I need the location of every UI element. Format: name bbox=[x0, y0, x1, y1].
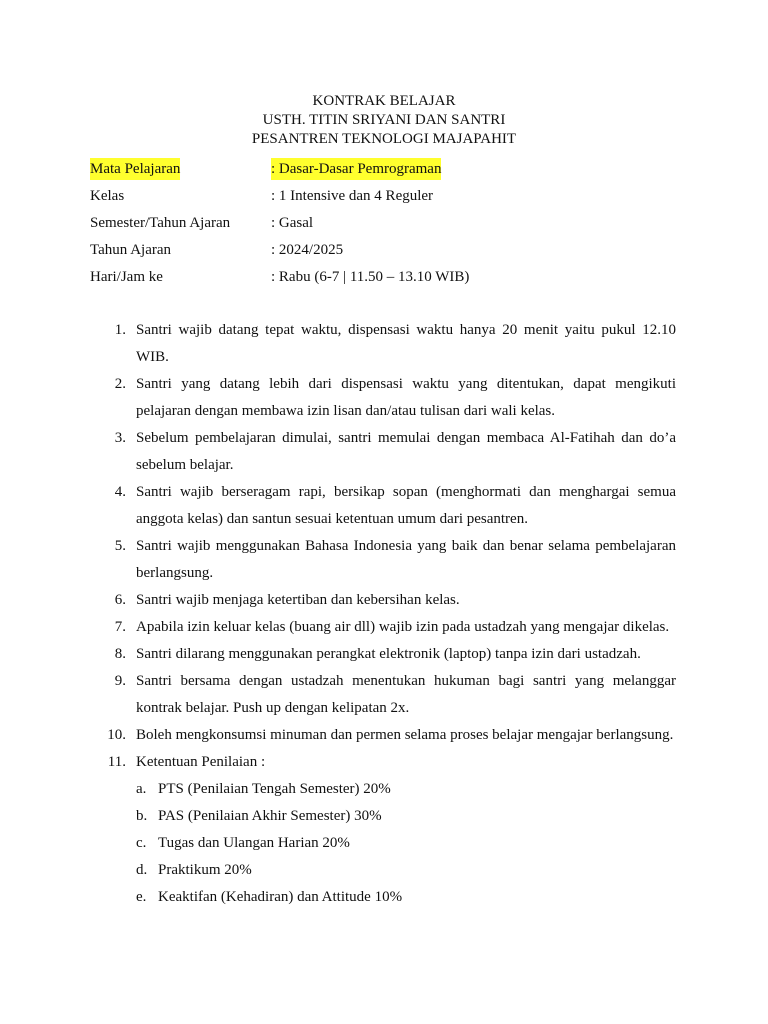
list-item bbox=[100, 533, 676, 587]
list-text: Santri yang datang lebih dari dispensasi waktu yang ditentukan, dapat mengikuti pelajaran dengan membawa izin lisan dan/atau tulisan dari wali kelas. bbox=[136, 376, 676, 419]
list-number: 4. bbox=[114, 484, 126, 500]
info-value: : Rabu (6-7 | 11.50 – 13.10 WIB) bbox=[271, 269, 470, 285]
grading-item bbox=[136, 830, 676, 857]
list-number: 5. bbox=[114, 538, 126, 554]
info-value: : 2024/2025 bbox=[271, 242, 344, 258]
list-text: Santri wajib berseragam rapi, bersikap sopan (menghormati dan menghargai semua anggota kelas) dan santun sesuai ketentuan umum dari pesantren. bbox=[136, 484, 676, 527]
grading-letter: a. bbox=[136, 781, 147, 797]
grading-text: PTS (Penilaian Tengah Semester) 20% bbox=[158, 781, 391, 797]
grading-letter: e. bbox=[136, 889, 147, 905]
title-line-1: KONTRAK BELAJAR bbox=[312, 93, 456, 109]
list-text: Sebelum pembelajaran dimulai, santri memulai dengan membaca Al-Fatihah dan do’a sebelum belajar. bbox=[136, 430, 676, 473]
list-item bbox=[100, 425, 676, 479]
grading-item bbox=[136, 803, 676, 830]
list-item bbox=[100, 317, 676, 371]
rules-list bbox=[100, 317, 676, 911]
grading-text: Tugas dan Ulangan Harian 20% bbox=[158, 835, 350, 851]
list-number: 6. bbox=[114, 592, 126, 608]
list-number: 7. bbox=[114, 619, 126, 635]
list-text: Ketentuan Penilaian : bbox=[136, 754, 266, 770]
grading-text: PAS (Penilaian Akhir Semester) 30% bbox=[158, 808, 382, 824]
list-item bbox=[100, 722, 676, 749]
list-text: Apabila izin keluar kelas (buang air dll) wajib izin pada ustadzah yang mengajar dikelas. bbox=[136, 619, 670, 635]
title-line-2: USTH. TITIN SRIYANI DAN SANTRI bbox=[262, 112, 506, 128]
info-value: : 1 Intensive dan 4 Reguler bbox=[271, 188, 434, 204]
grading-item bbox=[136, 857, 676, 884]
list-item bbox=[100, 641, 676, 668]
list-number: 9. bbox=[114, 673, 126, 689]
list-text: Boleh mengkonsumsi minuman dan permen selama proses belajar mengajar berlangsung. bbox=[136, 727, 674, 743]
list-item bbox=[100, 587, 676, 614]
info-row-class bbox=[90, 185, 690, 212]
info-value: : Gasal bbox=[271, 215, 314, 231]
list-text: Santri wajib datang tepat waktu, dispensasi waktu hanya 20 menit yaitu pukul 12.10 WIB. bbox=[136, 322, 676, 365]
list-text: Santri bersama dengan ustadzah menentukan hukuman bagi santri yang melanggar kontrak belajar. Push up dengan kelipatan 2x. bbox=[136, 673, 676, 716]
info-label: Mata Pelajaran bbox=[90, 158, 180, 180]
info-row-schedule bbox=[90, 266, 690, 293]
list-item bbox=[100, 668, 676, 722]
grading-item bbox=[136, 884, 676, 911]
list-number: 3. bbox=[114, 430, 126, 446]
info-label: Semester/Tahun Ajaran bbox=[90, 215, 231, 231]
list-number: 8. bbox=[114, 646, 126, 662]
title-line-3: PESANTREN TEKNOLOGI MAJAPAHIT bbox=[251, 131, 517, 147]
info-row-subject bbox=[90, 158, 690, 185]
list-number: 11. bbox=[107, 754, 126, 770]
grading-text: Keaktifan (Kehadiran) dan Attitude 10% bbox=[158, 889, 403, 905]
grading-letter: c. bbox=[136, 835, 147, 851]
list-text: Santri wajib menjaga ketertiban dan kebersihan kelas. bbox=[136, 592, 460, 608]
course-info-table bbox=[90, 158, 690, 293]
grading-letter: b. bbox=[136, 808, 148, 824]
grading-letter: d. bbox=[136, 862, 148, 878]
list-item bbox=[100, 479, 676, 533]
info-row-academic-year bbox=[90, 239, 690, 266]
list-number: 2. bbox=[114, 376, 126, 392]
grading-item bbox=[136, 776, 676, 803]
grading-text: Praktikum 20% bbox=[158, 862, 252, 878]
list-text: Santri wajib menggunakan Bahasa Indonesia yang baik dan benar selama pembelajaran berlangsung. bbox=[136, 538, 676, 581]
info-label: Tahun Ajaran bbox=[90, 242, 172, 258]
grading-list bbox=[136, 776, 676, 911]
info-label: Kelas bbox=[90, 188, 125, 204]
list-item bbox=[100, 614, 676, 641]
info-row-semester bbox=[90, 212, 690, 239]
list-item bbox=[100, 371, 676, 425]
list-number: 10. bbox=[107, 727, 126, 743]
document-title bbox=[0, 92, 768, 149]
list-number: 1. bbox=[114, 322, 126, 338]
list-item-grading bbox=[100, 749, 676, 911]
info-value: : Dasar-Dasar Pemrograman bbox=[271, 158, 441, 180]
info-label: Hari/Jam ke bbox=[90, 269, 163, 285]
list-text: Santri dilarang menggunakan perangkat elektronik (laptop) tanpa izin dari ustadzah. bbox=[136, 646, 641, 662]
